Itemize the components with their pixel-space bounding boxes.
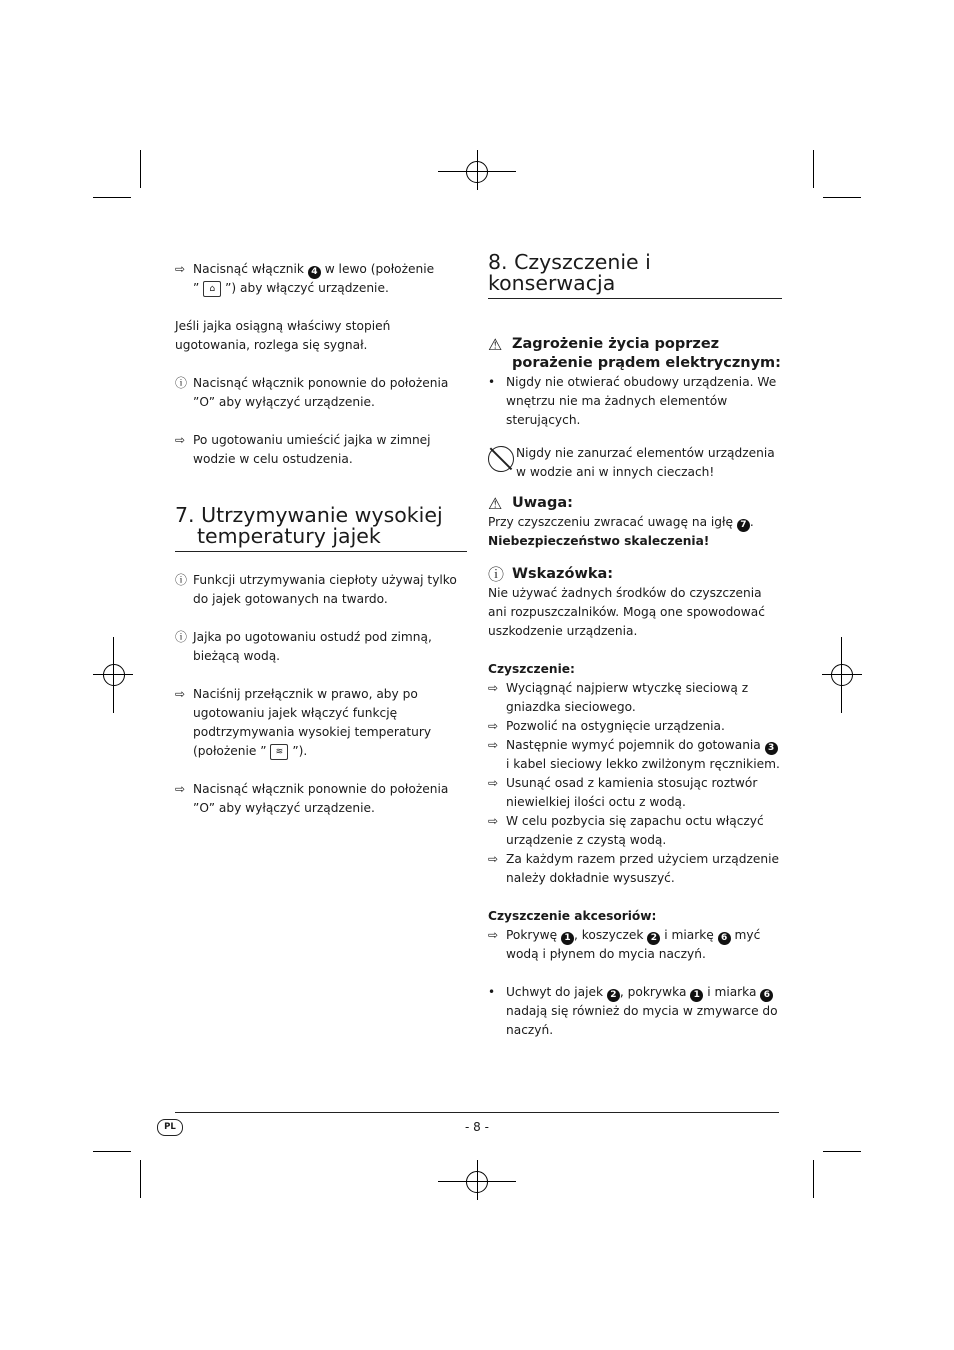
bullet-item: • Nigdy nie otwierać obudowy urządzenia. We wnętrzu nie ma żadnych elementów sterujących. [488,375,777,427]
section-heading-8: 8. Czyszczenie i konserwacja [488,252,782,299]
page-number: - 8 - [465,1120,489,1134]
part-number-badge: 2 [607,989,620,1002]
warning-icon: ⚠ [488,494,503,513]
info-icon: ⓘ [175,376,188,390]
arrow-icon: ⇨ [488,738,499,752]
arrow-icon: ⇨ [175,782,186,796]
arrow-icon: ⇨ [488,814,499,828]
keep-warm-symbol-icon: ≋ [270,744,288,760]
part-number-badge: 1 [561,932,574,945]
caution-emphasis: Niebezpieczeństwo skaleczenia! [488,534,710,548]
instruction-item: ⇨ Za każdym razem przed użyciem urządzenie należy dokładnie wysuszyć. [488,852,779,885]
instruction-item: ⇨ Następnie wymyć pojemnik do gotowania 3 i kabel sieciowy lekko zwilżonym ręcznikiem. [488,738,780,771]
tip-text: Nie używać żadnych środków do czyszczenia ani rozpuszczalników. Mogą one spowodować uszkodzenie urządzenia. [488,586,765,638]
crop-mark [813,150,814,188]
instruction-item: ⇨ Nacisnąć włącznik ponownie do położenia ”O” aby wyłączyć urządzenie. [175,782,449,815]
instruction-item: ⇨ Po ugotowaniu umieścić jajka w zimnej wodzie w celu ostudzenia. [175,433,431,466]
crop-mark [477,150,478,190]
part-number-badge: 2 [647,932,660,945]
crop-mark [477,1160,478,1200]
arrow-icon: ⇨ [175,687,186,701]
cleaning-subheading: Czyszczenie: [488,662,575,676]
right-column [488,252,782,1040]
crop-mark [93,674,133,675]
no-immersion-icon [488,446,514,472]
instruction-item: ⇨ Naciśnij przełącznik w prawo, aby po ugotowaniu jajek włączyć funkcję podtrzymywania wysokiej temperatury (położenie ” ≋ ”). [175,687,432,758]
instruction-item: ⇨ Pozwolić na ostygnięcie urządzenia. [488,717,782,736]
section-heading-7: 7. Utrzymywanie wysokiej temperatury jajek [175,505,467,552]
paragraph: Jeśli jajka osiągną właściwy stopień ugotowania, rozlega się sygnał. [175,319,391,352]
bullet-item: • Uchwyt do jajek 2 , pokrywka 1 i miarka 6 nadają się również do mycia w zmywarce do naczyń. [488,985,778,1037]
egg-boiler-symbol-icon: ⌂ [203,281,221,297]
arrow-icon: ⇨ [488,719,499,733]
tip-heading: ⓘ Wskazówka: [488,565,614,584]
crop-mark [823,197,861,198]
footer-divider [175,1112,779,1113]
bullet-icon: • [488,375,496,389]
crop-mark [140,150,141,188]
warning-icon: ⚠ [488,335,503,354]
part-number-badge: 7 [737,519,750,532]
part-number-badge: 4 [308,266,321,279]
crop-mark [813,1160,814,1198]
instruction-item: ⇨ Pokrywę 1 , koszyczek 2 i miarkę 6 myć wodą i płynem do mycia naczyń. [488,928,761,961]
info-icon: ⓘ [175,573,188,587]
registration-mark [103,664,125,686]
crop-mark [438,1181,516,1182]
instruction-item: ⇨ Wyciągnąć najpierw wtyczkę sieciową z gniazdka sieciowego. [488,681,749,714]
accessories-subheading: Czyszczenie akcesoriów: [488,909,657,923]
arrow-icon: ⇨ [488,928,499,942]
crop-mark [140,1160,141,1198]
crop-mark [822,674,862,675]
info-item: ⓘ Funkcji utrzymywania ciepłoty używaj tylko do jajek gotowanych na twardo. [175,573,457,606]
arrow-icon: ⇨ [488,681,499,695]
part-number-badge: 1 [690,989,703,1002]
arrow-icon: ⇨ [175,262,186,276]
instruction-item: ⇨ W celu pozbycia się zapachu octu włączyć urządzenie z czystą wodą. [488,814,764,847]
bullet-icon: • [488,985,496,999]
caution-heading: ⚠ Uwaga: [488,494,573,513]
info-icon: ⓘ [488,565,505,584]
instruction-item: ⇨ Nacisnąć włącznik 4 w lewo (położenie ” ⌂ ”) aby włączyć urządzenie. [175,262,435,295]
registration-mark [831,664,853,686]
part-number-badge: 6 [760,989,773,1002]
arrow-icon: ⇨ [488,852,499,866]
part-number-badge: 3 [765,742,778,755]
crop-mark [93,197,131,198]
language-badge: PL [157,1119,183,1136]
water-warning: Nigdy nie zanurzać elementów urządzenia w wodzie ani w innych cieczach! [488,444,782,484]
caution-text: Przy czyszczeniu zwracać uwagę na igłę 7 . [488,515,754,530]
crop-mark [93,1151,131,1152]
crop-mark [823,1151,861,1152]
crop-mark [438,171,516,172]
crop-mark [841,637,842,713]
arrow-icon: ⇨ [488,776,499,790]
left-column [175,260,467,818]
part-number-badge: 6 [718,932,731,945]
arrow-icon: ⇨ [175,433,186,447]
info-icon: ⓘ [175,630,188,644]
crop-mark [113,637,114,713]
instruction-item: ⇨ Usunąć osad z kamienia stosując roztwór niewielkiej ilości octu z wodą. [488,776,758,809]
warning-heading: ⚠ Zagrożenie życia poprzez porażenie prądem elektrycznym: [488,335,781,371]
info-item: ⓘ Nacisnąć włącznik ponownie do położenia ”O” aby wyłączyć urządzenie. [175,376,449,409]
info-item: ⓘ Jajka po ugotowaniu ostudź pod zimną, bieżącą wodą. [175,630,432,663]
